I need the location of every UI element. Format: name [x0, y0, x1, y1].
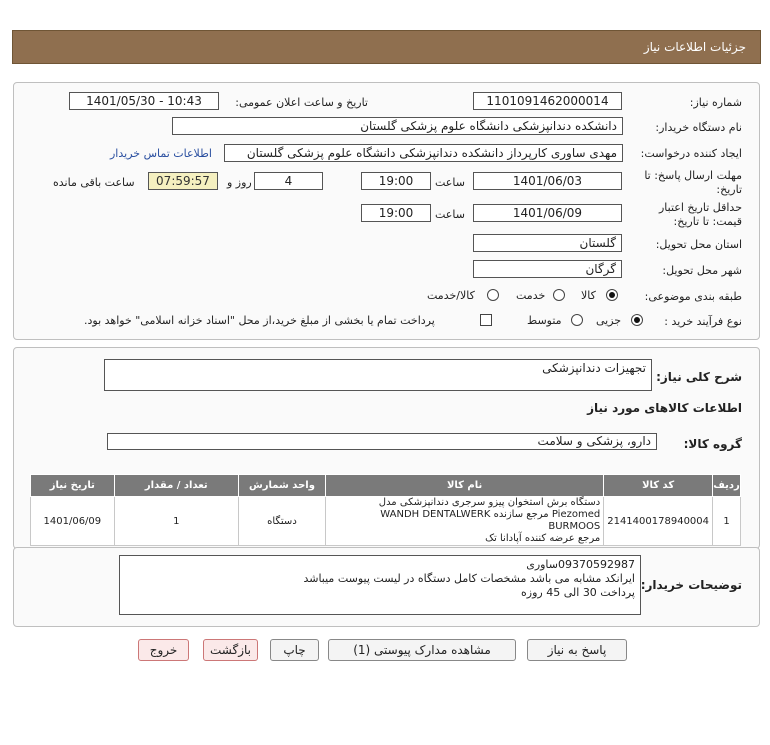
cell-qty: 1: [114, 497, 238, 546]
creator-field: مهدی ساوری کارپرداز دانشکده دندانپزشکی دانشگاه علوم پزشکی گلستان: [224, 144, 623, 162]
cell-date: 1401/06/09: [31, 497, 115, 546]
days-remaining-field: 4: [254, 172, 323, 190]
announce-date-field: 1401/05/30 - 10:43: [69, 92, 219, 110]
announce-date-label: تاريخ و ساعت اعلان عمومی:: [235, 96, 368, 109]
page-header: [12, 30, 761, 64]
category-goods-radio[interactable]: [606, 289, 618, 301]
buyer-notes-field: [119, 555, 641, 615]
cell-code: 2141400178940004: [604, 497, 713, 546]
category-service-label: خدمت: [516, 289, 546, 302]
validity-date-field: 1401/06/09: [473, 204, 622, 222]
category-service-radio[interactable]: [553, 289, 565, 301]
buyer-notes-line1: 09370592987ساوری: [526, 558, 635, 571]
goods-section-title: اطلاعات کالاهای مورد نياز: [587, 401, 742, 415]
cell-name-line2: Piezomed مرجع سازنده WANDH DENTALWERK BURMOOS: [380, 509, 601, 532]
city-label: شهر محل تحويل:: [662, 264, 742, 277]
category-goods-label: کالا: [581, 289, 596, 302]
treasury-payment-note: پرداخت تمام يا بخشی از مبلغ خريد،از محل "اسناد خزانه اسلامی" خواهد بود.: [84, 314, 435, 327]
reply-date-field: 1401/06/03: [473, 172, 622, 190]
cell-name-line1: دستگاه برش استخوان پيزو سرجری دندانپزشکی مدل: [378, 497, 601, 508]
buyer-org-field: دانشکده دندانپزشکی دانشگاه علوم پزشکی گلستان: [172, 117, 623, 135]
category-both-label: کالا/خدمت: [427, 289, 475, 302]
cell-name: [326, 497, 604, 546]
page-title: جزئيات اطلاعات نياز: [643, 40, 746, 54]
buyer-notes-line2: ايرانکد مشابه می باشد مشخصات کامل دستگاه در ليست پيوست ميباشد: [303, 572, 635, 585]
col-unit: واحد شمارش: [238, 475, 325, 497]
process-minor-label: جزيی: [596, 314, 622, 327]
creator-label: ايجاد کننده درخواست:: [640, 147, 742, 160]
reply-deadline-label-2: تاريخ:: [716, 183, 742, 196]
description-field: تجهيزات دندانپزشکی: [104, 359, 652, 391]
category-label: طبقه بندی موضوعی:: [644, 290, 742, 303]
col-name: نام کالا: [326, 475, 604, 497]
reply-time-label: ساعت: [435, 176, 465, 189]
days-label: روز و: [227, 176, 252, 189]
buyer-org-label: نام دستگاه خريدار:: [655, 121, 742, 134]
cell-unit: دستگاه: [238, 497, 325, 546]
goods-table-header: [31, 475, 741, 497]
need-number-label: شماره نياز:: [689, 96, 742, 109]
process-type-label: نوع فرآيند خريد :: [664, 315, 742, 328]
reply-time-field: 19:00: [361, 172, 431, 190]
validity-time-field: 19:00: [361, 204, 431, 222]
description-label: شرح کلی نياز:: [656, 370, 742, 384]
col-date: تاريخ نياز: [31, 475, 115, 497]
reply-deadline-label: مهلت ارسال پاسخ: تا: [644, 169, 742, 182]
buyer-contact-link[interactable]: اطلاعات تماس خريدار: [110, 147, 212, 160]
back-button[interactable]: بازگشت: [203, 639, 258, 661]
cell-name-line3: مرجع عرضه کننده آپادانا تک: [485, 533, 601, 544]
attachments-button[interactable]: مشاهده مدارک پيوستی (1): [328, 639, 516, 661]
goods-table: [30, 474, 741, 546]
validity-time-label: ساعت: [435, 208, 465, 221]
goods-group-label: گروه کالا:: [683, 437, 742, 451]
goods-group-field: دارو، پزشکی و سلامت: [107, 433, 657, 450]
category-both-radio[interactable]: [487, 289, 499, 301]
province-field: گلستان: [473, 234, 622, 252]
process-minor-radio[interactable]: [631, 314, 643, 326]
province-label: استان محل تحويل:: [655, 238, 742, 251]
cell-row: 1: [713, 497, 741, 546]
table-row: [31, 497, 741, 546]
col-row: رديف: [713, 475, 741, 497]
reply-button[interactable]: پاسخ به نياز: [527, 639, 627, 661]
validity-label-2: قيمت: تا تاريخ:: [673, 215, 742, 228]
validity-label: حداقل تاريخ اعتبار: [658, 201, 742, 214]
city-field: گرگان: [473, 260, 622, 278]
buyer-notes-label: توضيحات خريدار:: [640, 578, 742, 592]
process-medium-label: متوسط: [527, 314, 562, 327]
process-medium-radio[interactable]: [571, 314, 583, 326]
col-qty: تعداد / مقدار: [114, 475, 238, 497]
time-remaining-label: ساعت باقی مانده: [53, 176, 135, 189]
buyer-notes-line3: پرداخت 30 الی 45 روزه: [521, 586, 635, 599]
need-number-field: 1101091462000014: [473, 92, 622, 110]
print-button[interactable]: چاپ: [270, 639, 319, 661]
col-code: کد کالا: [604, 475, 713, 497]
exit-button[interactable]: خروج: [138, 639, 189, 661]
time-remaining-field: 07:59:57: [148, 172, 218, 190]
treasury-payment-checkbox[interactable]: [480, 314, 492, 326]
